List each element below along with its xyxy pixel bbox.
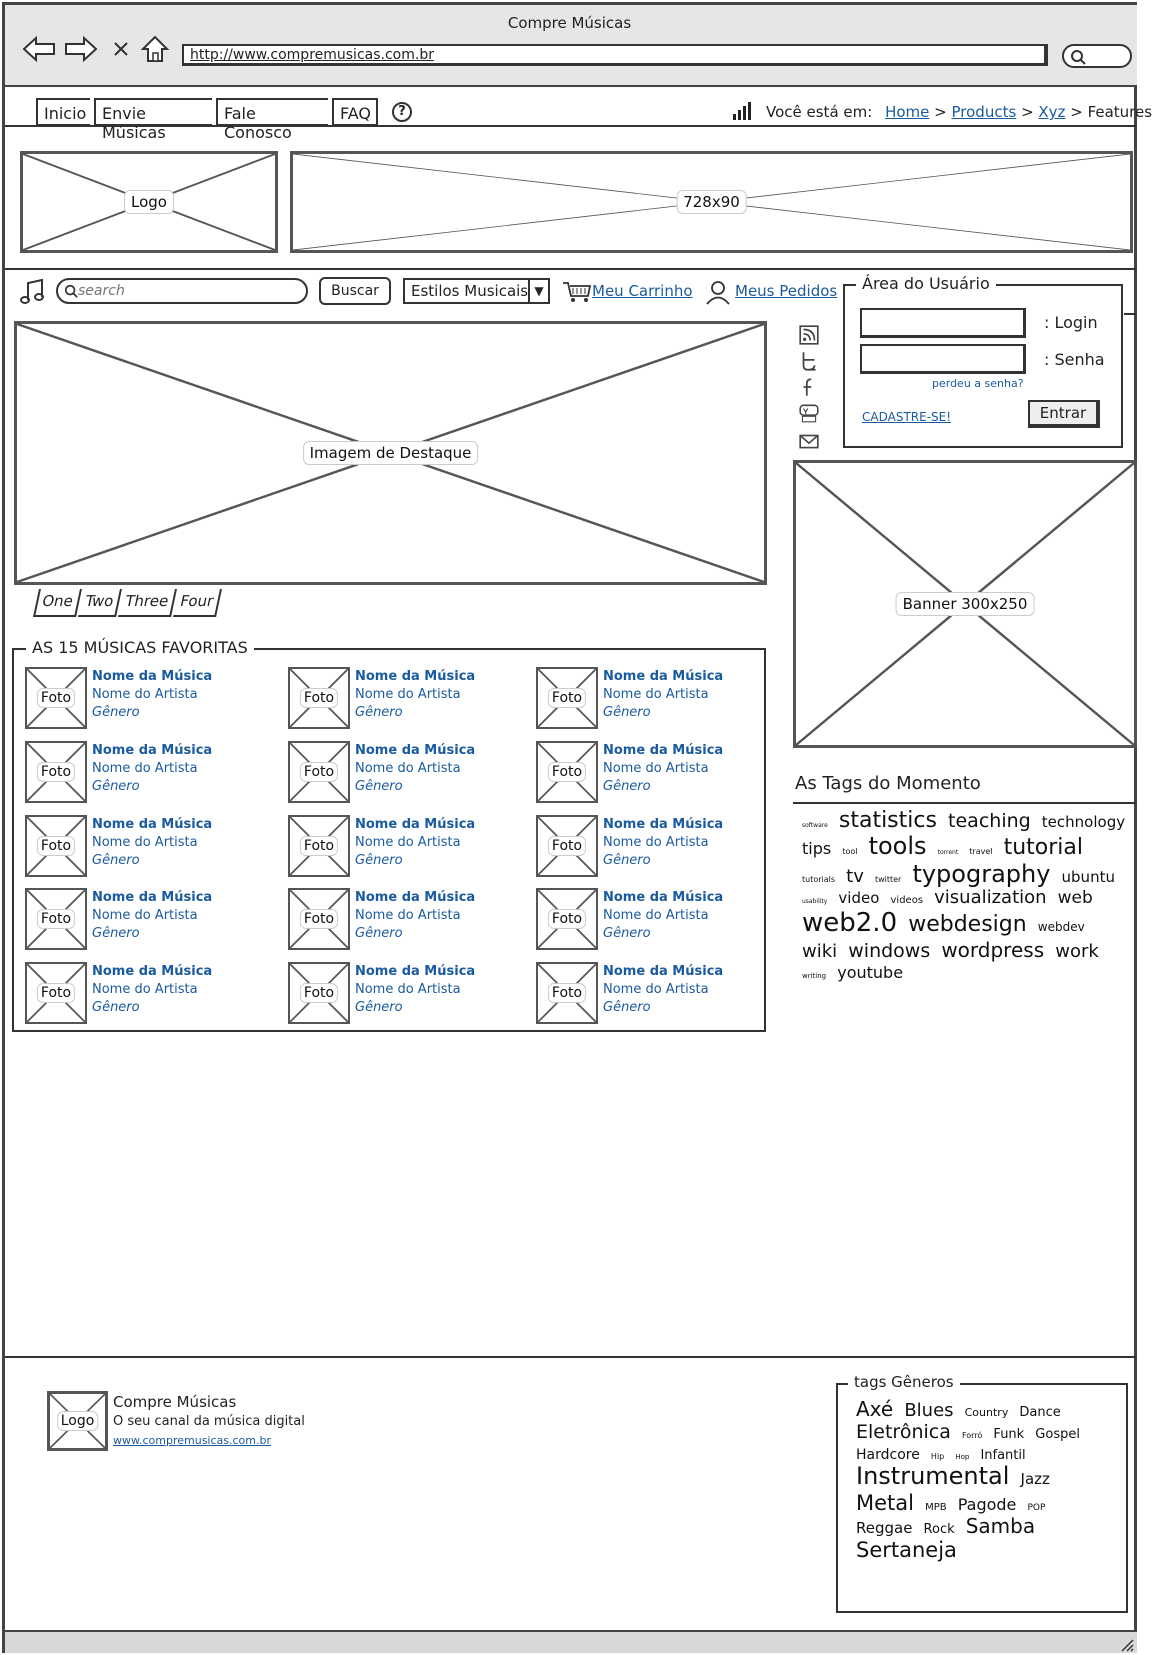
song-photo[interactable] xyxy=(25,962,87,1024)
featured-tab-three[interactable]: Three xyxy=(118,589,177,617)
user-area-title: Área do Usuário xyxy=(856,274,996,293)
header-divider xyxy=(5,268,1137,270)
moment-tag[interactable]: work xyxy=(1055,941,1099,963)
email-icon[interactable] xyxy=(798,430,820,452)
song-title[interactable]: Nome da Música xyxy=(355,743,476,758)
song-photo[interactable] xyxy=(25,667,87,729)
song-title[interactable]: Nome da Música xyxy=(603,964,724,979)
moment-tag[interactable]: travel xyxy=(969,847,993,857)
help-icon[interactable]: ? xyxy=(392,102,412,122)
close-icon[interactable] xyxy=(112,40,130,58)
styles-select[interactable] xyxy=(403,278,550,304)
song-genre[interactable]: Gênero xyxy=(603,705,651,720)
song-photo-label: Foto xyxy=(37,909,75,929)
genre-tag[interactable]: Funk xyxy=(993,1426,1025,1442)
favorite-song-item[interactable] xyxy=(25,741,265,805)
genre-tag[interactable]: Gospel xyxy=(1035,1426,1080,1442)
song-photo[interactable] xyxy=(25,741,87,803)
tab-fale-conosco[interactable]: Fale Conosco xyxy=(216,98,328,126)
moment-tag[interactable]: tool xyxy=(842,847,858,857)
footer-site-link[interactable]: www.compremusicas.com.br xyxy=(113,1434,271,1447)
forgot-password-link[interactable]: perdeu a senha? xyxy=(932,377,1024,390)
song-photo-label: Foto xyxy=(548,836,586,856)
breadcrumb-prefix: Você está em: xyxy=(766,103,873,121)
music-note-icon xyxy=(20,278,46,306)
ad-label: 728x90 xyxy=(676,190,747,214)
breadcrumb-home[interactable]: Home xyxy=(885,103,930,121)
url-bar[interactable] xyxy=(182,44,1048,66)
search-field[interactable] xyxy=(56,278,308,304)
login-field[interactable] xyxy=(860,308,1026,338)
genre-tag[interactable]: Sertaneja xyxy=(856,1538,957,1563)
song-photo-label: Foto xyxy=(300,983,338,1003)
footer-divider xyxy=(5,1356,1137,1358)
breadcrumb xyxy=(766,103,1152,121)
rss-icon[interactable] xyxy=(798,324,820,346)
signup-link[interactable]: CADASTRE-SE! xyxy=(862,410,952,424)
breadcrumb-features: Features xyxy=(1087,103,1152,121)
genre-tag[interactable]: Axé xyxy=(856,1397,894,1421)
breadcrumb-sep: > xyxy=(1070,103,1088,121)
breadcrumb-xyz[interactable]: Xyz xyxy=(1038,103,1066,121)
breadcrumb-sep: > xyxy=(934,103,952,121)
logo-placeholder[interactable] xyxy=(20,151,278,253)
genre-tag[interactable]: MPB xyxy=(925,1502,947,1514)
song-genre[interactable]: Gênero xyxy=(355,926,403,941)
url-text: http://www.compremusicas.com.br xyxy=(190,47,434,63)
song-artist[interactable]: Nome do Artista xyxy=(92,761,198,776)
genre-tag[interactable]: Pagode xyxy=(957,1495,1017,1515)
genre-tag[interactable]: Infantil xyxy=(980,1447,1026,1463)
favorite-song-item[interactable] xyxy=(25,888,265,952)
moment-tag[interactable]: usability xyxy=(802,898,828,906)
song-genre[interactable]: Gênero xyxy=(603,1000,651,1015)
featured-tab-four[interactable]: Four xyxy=(173,589,222,617)
search-icon xyxy=(1070,49,1086,65)
favorites-title: AS 15 MÚSICAS FAVORITAS xyxy=(26,638,254,657)
song-genre[interactable]: Gênero xyxy=(355,779,403,794)
featured-label: Imagem de Destaque xyxy=(303,441,479,465)
login-submit-button[interactable]: Entrar xyxy=(1028,400,1100,428)
song-artist[interactable]: Nome do Artista xyxy=(603,761,709,776)
genre-tag[interactable]: Reggae xyxy=(856,1519,913,1538)
song-title[interactable]: Nome da Música xyxy=(92,817,213,832)
favorite-song-item[interactable] xyxy=(25,815,265,879)
password-field[interactable] xyxy=(860,344,1026,374)
facebook-icon[interactable] xyxy=(798,376,820,398)
moment-tag[interactable]: web2.0 xyxy=(802,908,898,939)
login-label: : Login xyxy=(1044,313,1098,332)
song-title[interactable]: Nome da Música xyxy=(355,964,476,979)
song-title[interactable]: Nome da Música xyxy=(355,669,476,684)
favorite-song-item[interactable] xyxy=(536,741,776,805)
favorite-song-item[interactable] xyxy=(536,888,776,952)
search-button[interactable]: Buscar xyxy=(319,277,391,305)
song-title[interactable]: Nome da Música xyxy=(92,890,213,905)
moment-tag[interactable]: wiki xyxy=(802,941,838,963)
song-artist[interactable]: Nome do Artista xyxy=(355,687,461,702)
song-genre[interactable]: Gênero xyxy=(355,705,403,720)
song-title[interactable]: Nome da Música xyxy=(92,669,213,684)
orders-link[interactable]: Meus Pedidos xyxy=(735,282,838,300)
song-photo[interactable] xyxy=(536,962,598,1024)
search-icon xyxy=(64,284,78,298)
song-genre[interactable]: Gênero xyxy=(603,926,651,941)
cart-link[interactable]: Meu Carrinho xyxy=(592,282,693,300)
featured-tabs xyxy=(36,589,219,617)
genre-tag[interactable]: Hip xyxy=(930,1451,945,1461)
moment-tag[interactable]: videos xyxy=(890,895,924,907)
favorite-song-item[interactable] xyxy=(25,962,265,1026)
song-photo-label: Foto xyxy=(300,909,338,929)
song-title[interactable]: Nome da Música xyxy=(603,743,724,758)
twitter-icon[interactable] xyxy=(798,350,820,372)
genre-tag[interactable]: Hop xyxy=(955,1452,970,1461)
moment-tag[interactable]: tv xyxy=(846,865,864,887)
back-icon[interactable] xyxy=(22,36,56,62)
featured-tab-one[interactable]: One xyxy=(33,589,81,617)
song-genre[interactable]: Gênero xyxy=(92,705,140,720)
song-photo[interactable] xyxy=(536,888,598,950)
song-artist[interactable]: Nome do Artista xyxy=(92,908,198,923)
song-photo[interactable] xyxy=(288,667,350,729)
moment-tag[interactable]: youtube xyxy=(837,962,904,982)
favorite-song-item[interactable] xyxy=(288,815,528,879)
song-photo-label: Foto xyxy=(37,983,75,1003)
song-photo[interactable] xyxy=(25,888,87,950)
moment-tag[interactable]: statistics xyxy=(838,808,937,833)
genres-title: tags Gêneros xyxy=(848,1373,960,1391)
genre-tag[interactable]: Instrumental xyxy=(856,1462,1010,1491)
genre-tag[interactable]: Jazz xyxy=(1020,1470,1050,1489)
song-title[interactable]: Nome da Música xyxy=(603,669,724,684)
genre-tag[interactable]: Country xyxy=(964,1406,1009,1419)
song-artist[interactable]: Nome do Artista xyxy=(355,908,461,923)
song-photo[interactable] xyxy=(288,741,350,803)
genre-tag[interactable]: Eletrônica xyxy=(856,1420,951,1443)
song-genre[interactable]: Gênero xyxy=(92,853,140,868)
footer-logo[interactable] xyxy=(47,1391,108,1451)
forward-icon[interactable] xyxy=(64,36,98,62)
song-photo-label: Foto xyxy=(37,762,75,782)
genre-tag[interactable]: Forró xyxy=(961,1430,983,1440)
moment-tag[interactable]: software xyxy=(802,822,828,829)
song-photo[interactable] xyxy=(536,815,598,877)
tab-envie-musicas[interactable]: Envie Músicas xyxy=(94,98,212,126)
genre-tag[interactable]: Metal xyxy=(856,1491,914,1516)
ad-banner-728x90[interactable] xyxy=(290,151,1133,253)
moment-tag[interactable]: typography xyxy=(912,859,1051,888)
moment-tag[interactable]: visualization xyxy=(934,887,1047,909)
topbar-right-line xyxy=(1124,313,1136,315)
song-photo[interactable] xyxy=(288,815,350,877)
moment-tag[interactable]: teaching xyxy=(948,810,1031,832)
moment-tag[interactable]: technology xyxy=(1041,813,1126,831)
moment-tag[interactable]: video xyxy=(838,889,880,908)
song-artist[interactable]: Nome do Artista xyxy=(603,908,709,923)
favorite-song-item[interactable] xyxy=(288,888,528,952)
song-artist[interactable]: Nome do Artista xyxy=(355,761,461,776)
footer-site-name: Compre Músicas xyxy=(113,1393,237,1411)
genre-tag[interactable]: POP xyxy=(1027,1503,1046,1514)
song-genre[interactable]: Gênero xyxy=(603,853,651,868)
song-genre[interactable]: Gênero xyxy=(92,926,140,941)
song-photo[interactable] xyxy=(288,888,350,950)
moment-tag[interactable]: web xyxy=(1057,888,1093,909)
song-genre[interactable]: Gênero xyxy=(603,779,651,794)
song-title[interactable]: Nome da Música xyxy=(355,890,476,905)
styles-select-value: Estilos Musicais xyxy=(411,282,529,300)
song-genre[interactable]: Gênero xyxy=(92,779,140,794)
breadcrumb-products[interactable]: Products xyxy=(951,103,1017,121)
moment-tag[interactable]: webdesign xyxy=(908,912,1027,938)
song-artist[interactable]: Nome do Artista xyxy=(92,687,198,702)
breadcrumb-sep: > xyxy=(1021,103,1039,121)
song-artist[interactable]: Nome do Artista xyxy=(603,835,709,850)
moment-tag[interactable]: writing xyxy=(802,971,827,980)
featured-tab-two[interactable]: Two xyxy=(78,589,122,617)
cart-icon xyxy=(562,280,592,304)
favorite-song-item[interactable] xyxy=(288,741,528,805)
favorite-song-item[interactable] xyxy=(288,962,528,1026)
song-photo-label: Foto xyxy=(548,762,586,782)
song-photo-label: Foto xyxy=(548,909,586,929)
song-artist[interactable]: Nome do Artista xyxy=(92,982,198,997)
song-artist[interactable]: Nome do Artista xyxy=(355,982,461,997)
tab-inicio[interactable]: Inicio xyxy=(36,98,90,126)
favorite-song-item[interactable] xyxy=(25,667,265,731)
song-photo-label: Foto xyxy=(37,688,75,708)
moment-tag[interactable]: wordpress xyxy=(941,938,1045,963)
tab-faq[interactable]: FAQ xyxy=(332,98,378,126)
song-photo-label: Foto xyxy=(37,836,75,856)
footer-logo-label: Logo xyxy=(57,1411,99,1431)
browser-search[interactable] xyxy=(1062,44,1132,68)
moment-tag[interactable]: tips xyxy=(802,839,832,859)
moment-tag[interactable]: windows xyxy=(848,940,931,963)
song-artist[interactable]: Nome do Artista xyxy=(603,982,709,997)
tags-cloud xyxy=(802,808,1132,982)
song-genre[interactable]: Gênero xyxy=(92,1000,140,1015)
genre-tag[interactable]: Rock xyxy=(923,1522,955,1538)
song-title[interactable]: Nome da Música xyxy=(355,817,476,832)
song-artist[interactable]: Nome do Artista xyxy=(355,835,461,850)
moment-tag[interactable]: tutorial xyxy=(1003,835,1083,861)
song-title[interactable]: Nome da Música xyxy=(603,890,724,905)
song-genre[interactable]: Gênero xyxy=(355,853,403,868)
banner-label: Banner 300x250 xyxy=(896,592,1035,616)
moment-tag[interactable]: webdev xyxy=(1037,920,1085,935)
search-input[interactable] xyxy=(78,282,298,300)
song-genre[interactable]: Gênero xyxy=(355,1000,403,1015)
song-title[interactable]: Nome da Música xyxy=(92,964,213,979)
song-photo-label: Foto xyxy=(300,762,338,782)
chevron-down-icon: ▼ xyxy=(528,280,548,302)
window-title: Compre Músicas xyxy=(507,14,632,32)
song-photo[interactable] xyxy=(288,962,350,1024)
song-photo[interactable] xyxy=(25,815,87,877)
favorite-song-item[interactable] xyxy=(288,667,528,731)
song-photo[interactable] xyxy=(536,741,598,803)
song-title[interactable]: Nome da Música xyxy=(603,817,724,832)
home-icon[interactable] xyxy=(140,34,170,64)
song-artist[interactable]: Nome do Artista xyxy=(603,687,709,702)
genre-tag[interactable]: Samba xyxy=(965,1514,1036,1539)
signal-icon xyxy=(732,101,756,121)
youtube-icon[interactable] xyxy=(798,402,820,424)
song-photo-label: Foto xyxy=(300,836,338,856)
song-photo-label: Foto xyxy=(548,983,586,1003)
moment-tag[interactable]: tutorials xyxy=(802,874,836,884)
banner-300x250[interactable] xyxy=(793,460,1137,748)
featured-image[interactable] xyxy=(14,321,767,585)
moment-tag[interactable]: ubuntu xyxy=(1061,867,1115,886)
user-icon xyxy=(705,279,731,305)
tags-divider xyxy=(793,802,1137,804)
song-artist[interactable]: Nome do Artista xyxy=(92,835,198,850)
genre-tag[interactable]: Hardcore xyxy=(856,1446,920,1463)
genre-tag[interactable]: Dance xyxy=(1019,1405,1061,1420)
moment-tag[interactable]: twitter xyxy=(874,874,902,884)
moment-tag[interactable]: torrent xyxy=(937,849,959,857)
status-bar xyxy=(5,1630,1137,1653)
footer-tagline: O seu canal da música digital xyxy=(113,1414,305,1429)
password-label: : Senha xyxy=(1044,350,1105,369)
logo-label: Logo xyxy=(124,190,174,214)
favorite-song-item[interactable] xyxy=(536,962,776,1026)
favorite-song-item[interactable] xyxy=(536,815,776,879)
genres-cloud xyxy=(856,1398,1118,1562)
favorite-song-item[interactable] xyxy=(536,667,776,731)
song-photo[interactable] xyxy=(536,667,598,729)
song-photo-label: Foto xyxy=(548,688,586,708)
genre-tag[interactable]: Blues xyxy=(904,1400,954,1421)
moment-tag[interactable]: tools xyxy=(868,832,927,861)
song-title[interactable]: Nome da Música xyxy=(92,743,213,758)
resize-grip-icon[interactable] xyxy=(1118,1636,1134,1652)
song-photo-label: Foto xyxy=(300,688,338,708)
tags-title: As Tags do Momento xyxy=(795,773,981,794)
